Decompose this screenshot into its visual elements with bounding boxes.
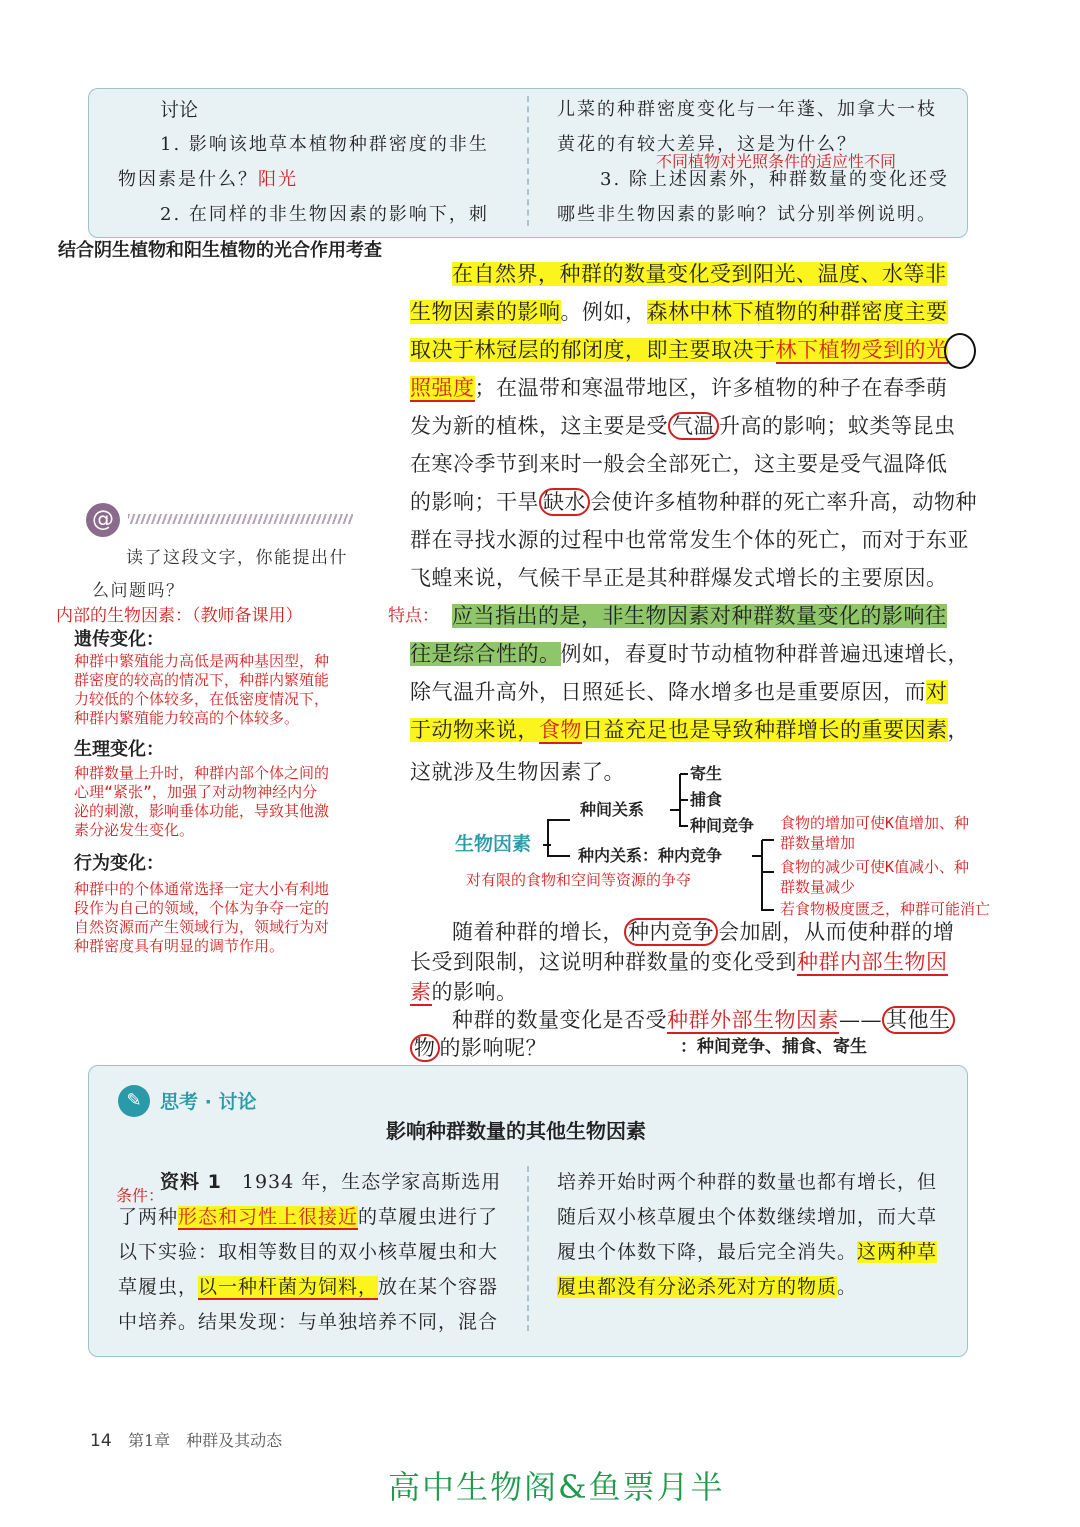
feature-label: 特点： — [388, 606, 439, 626]
think-right-line1: 培养开始时两个种群的数量也都有增长，但 — [557, 1171, 938, 1193]
page-number: 14 — [90, 1431, 112, 1451]
question-sidebar-line2: 么问题吗？ — [92, 581, 185, 601]
para3-line4: 种群的数量变化是否受种群外部生物因素—— 其他生 — [410, 1001, 955, 1039]
genetic-title: 遗传变化： — [74, 629, 164, 650]
food-note-line: 群数量增加 — [780, 834, 856, 852]
bracket-inter-items — [670, 774, 688, 826]
think-right-line4: 履虫都没有分泌杀死对方的物质。 — [557, 1276, 858, 1298]
behavior-line: 自然资源而产生领域行为，领域行为对 — [74, 918, 330, 936]
watermark: 高中生物阁&鱼票月半 — [388, 1468, 725, 1506]
think-left-line5: 中培养。结果发现：与单独培养不同，混合 — [118, 1311, 499, 1333]
diagram-inter-item: 捕食 — [690, 790, 723, 809]
para3-line5: 物 的影响呢？ — [410, 1029, 547, 1067]
physio-line: 心理“紧张”，加强了对动物神经内分 — [74, 783, 318, 801]
discussion-q2-line2: 儿菜的种群密度变化与一年蓬、加拿大一枝 — [557, 99, 937, 120]
circle-qiwen: 气温 — [668, 412, 719, 440]
q1-answer: 阳光 — [258, 169, 298, 190]
para1-line4: 照强度；在温带和寒温带地区，许多植物的种子在春季萌 — [410, 376, 948, 400]
diagram-inter: 种间关系 — [580, 800, 645, 819]
food-note-line: 群数量减少 — [780, 878, 856, 896]
para2-line3: 除气温升高外，日照延长、降水增多也是重要原因，而对 — [410, 680, 948, 704]
discussion-q2-line1: 2. 在同样的非生物因素的影响下，刺 — [160, 204, 489, 225]
bracket-inter — [548, 820, 570, 844]
photosynthesis-note: 结合阴生植物和阳生植物的光合作用考查 — [58, 240, 382, 261]
discussion-q1-line2: 物因素是什么？阳光 — [118, 169, 298, 190]
para2-line2: 往是综合性的。例如，春夏时节动植物种群普遍迅速增长， — [410, 642, 969, 666]
question-hatch-rule — [128, 514, 353, 524]
para2-line1: 应当指出的是，非生物因素对种群数量变化的影响往 — [452, 604, 947, 628]
para1-line5: 发为新的植株，这主要是受 气温 升高的影响；蚊类等昆虫 — [410, 414, 956, 438]
q2-answer: 不同植物对光照条件的适应性不同 — [656, 152, 897, 171]
bracket-intra — [548, 844, 570, 856]
discussion-q3-line2: 哪些非生物因素的影响？试分别举例说明。 — [557, 204, 937, 225]
para3-line3: 素的影响。 — [410, 980, 518, 1004]
discussion-divider — [527, 96, 529, 226]
behavior-line: 段作为自己的领域，个体为争夺一定的 — [74, 899, 330, 917]
teacher-notes-title: 内部的生物因素：（教师备课用） — [56, 606, 303, 626]
chapter-label: 第1章 种群及其动态 — [128, 1431, 283, 1450]
question-sidebar-line1: 读了这段文字，你能提出什 — [126, 548, 348, 568]
physio-text — [74, 764, 329, 840]
physio-line: 种群数量上升时，种群内部个体之间的 — [74, 764, 330, 782]
bio-factor-diagram — [540, 760, 780, 920]
think-left-line3: 以下实验：取相等数目的双小核草履虫和大 — [118, 1241, 499, 1263]
diagram-root: 生物因素 — [455, 833, 532, 855]
para1-line8: 群在寻找水源的过程中也常常发生个体的死亡，而对于东亚 — [410, 528, 969, 552]
food-notes-bracket — [752, 838, 782, 918]
para1-line9: 飞蝗来说，气候干旱正是其种群爆发式增长的主要原因。 — [410, 566, 948, 590]
diagram-inter-item: 种间竞争 — [690, 816, 755, 835]
diagram-inter-item: 寄生 — [690, 764, 723, 783]
think-divider — [527, 1166, 529, 1331]
question-icon: @ — [86, 503, 120, 537]
discussion-heading: 讨论 — [160, 99, 199, 121]
food-note-line: 食物的减少可使K值减小、种 — [780, 858, 970, 876]
para2-line4: 于动物来说，食物日益充足也是导致种群增长的重要因素， — [410, 718, 969, 742]
physio-line: 泌的刺激，影响垂体功能，导致其他激 — [74, 802, 330, 820]
circle-mark-guang — [944, 333, 976, 369]
circle-wu: 物 — [410, 1034, 440, 1062]
think-left-line1: 资料 1 1934 年，生态学家高斯选用 — [160, 1171, 502, 1193]
think-right-line2: 随后双小核草履虫个体数继续增加，而大草 — [557, 1206, 938, 1228]
genetic-text — [74, 652, 329, 728]
para1-line1: 在自然界，种群的数量变化受到阳光、温度、水等非 — [452, 262, 947, 286]
physio-line: 素分泌发生变化。 — [74, 821, 195, 839]
circle-queshui: 缺水 — [539, 488, 590, 516]
food-note-line: 若食物极度匮乏，种群可能消亡 — [780, 900, 991, 918]
condition-label: 条件： — [116, 1186, 165, 1205]
discussion-q3-line1: 3. 除上述因素外，种群数量的变化还受 — [600, 169, 949, 190]
para3-line2: 长受到限制，这说明种群数量的变化受到种群内部生物因 — [410, 950, 948, 974]
diagram-root-line — [543, 844, 551, 846]
behavior-line: 种群密度具有明显的调节作用。 — [74, 937, 285, 955]
think-label: 思考 · 讨论 — [160, 1091, 257, 1113]
genetic-line: 种群内繁殖能力较高的个体较多。 — [74, 709, 300, 727]
behavior-title: 行为变化： — [74, 853, 164, 874]
genetic-line: 种群中繁殖能力高低是两种基因型，种 — [74, 652, 330, 670]
para1-line3: 取决于林冠层的郁闭度，即主要取决于林下植物受到的光 — [410, 338, 948, 362]
think-left-line2: 了两种形态和习性上很接近的草履虫进行了 — [118, 1206, 499, 1228]
para1-line6: 在寒冷季节到来时一般会全部死亡，这主要是受气温降低 — [410, 452, 948, 476]
food-notes — [780, 813, 990, 919]
physio-title: 生理变化： — [74, 739, 164, 760]
circle-zhongneijingzheng: 种内竞争 — [624, 918, 718, 946]
behavior-text — [74, 880, 329, 956]
discussion-q1-line1: 1. 影响该地草本植物种群密度的非生 — [160, 134, 489, 155]
food-note-line: 食物的增加可使K值增加、种 — [780, 814, 970, 832]
diagram-intra: 种内关系：种内竞争 — [578, 846, 723, 865]
lightbulb-icon: ✎ — [118, 1085, 150, 1117]
behavior-line: 种群中的个体通常选择一定大小有利地 — [74, 880, 330, 898]
para2-line5: 这就涉及生物因素了。 — [410, 760, 625, 784]
discussion-q2-line3: 黄花的有较大差异，这是为什么？ — [557, 134, 857, 155]
think-right-line3: 履虫个体数下降，最后完全消失。这两种草 — [557, 1241, 938, 1263]
para1-line2: 生物因素的影响。例如，森林中林下植物的种群密度主要 — [410, 300, 948, 324]
para1-line7: 的影响；干旱 缺水 会使许多植物种群的死亡率升高，动物种 — [410, 490, 977, 514]
para3-note: ：种间竞争、捕食、寄生 — [680, 1037, 867, 1057]
genetic-line: 群密度的较高的情况下，种群内繁殖能 — [74, 671, 330, 689]
para3-line1: 随着种群的增长， 种内竞争 会加剧，从而使种群的增 — [452, 920, 955, 944]
circle-qitasheng: 其他生 — [882, 1006, 955, 1034]
diagram-intra-note: 对有限的食物和空间等资源的争夺 — [466, 871, 692, 889]
genetic-line: 力较低的个体较多，在低密度情况下， — [74, 690, 330, 708]
think-left-line4: 草履虫，以一种杆菌为饲料，放在某个容器 — [118, 1276, 499, 1298]
think-title: 影响种群数量的其他生物因素 — [386, 1119, 646, 1143]
